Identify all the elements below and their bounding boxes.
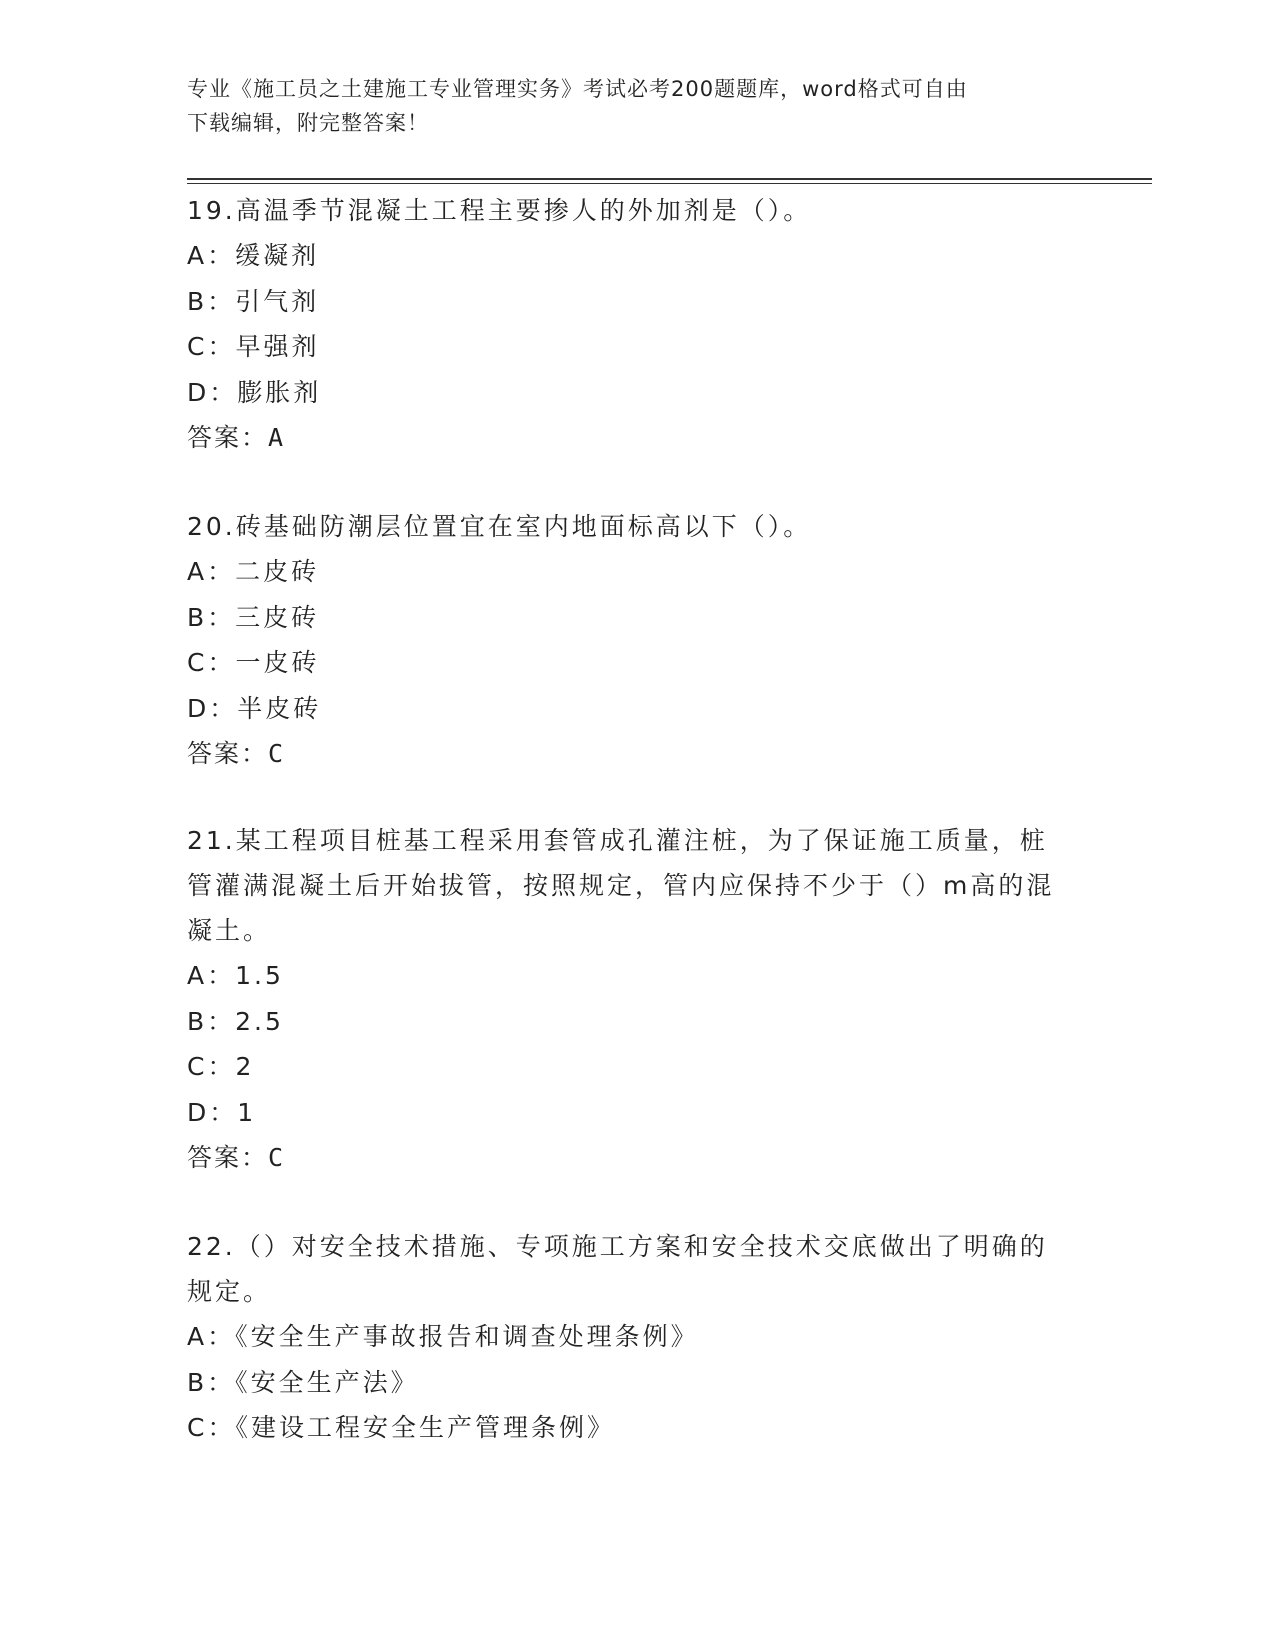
option-b: B：2.5 xyxy=(187,1006,284,1036)
question-stem: 20.砖基础防潮层位置宜在室内地面标高以下（）。 xyxy=(187,512,812,541)
question-22 xyxy=(187,1224,1087,1451)
question-stem-line-2: 管灌满混凝土后开始拔管，按照规定，管内应保持不少于（）m高的混 xyxy=(187,871,1055,900)
question-stem-line-3: 凝土。 xyxy=(187,916,272,945)
option-c: C：2 xyxy=(187,1052,255,1081)
header-divider-thick xyxy=(187,178,1152,180)
question-spacer xyxy=(187,1181,1087,1224)
header-intro-line-1: 专业《施工员之土建施工专业管理实务》考试必考200题题库，word格式可自由 xyxy=(187,77,968,101)
option-c: C：早强剂 xyxy=(187,332,320,361)
option-b: B：三皮砖 xyxy=(187,602,320,632)
option-c: C：《建设工程安全生产管理条例》 xyxy=(187,1413,615,1442)
question-20 xyxy=(187,504,1087,777)
option-c: C：一皮砖 xyxy=(187,648,320,677)
question-stem-line-1: 22.（）对安全技术措施、专项施工方案和安全技术交底做出了明确的 xyxy=(187,1232,1048,1261)
option-a: A：缓凝剂 xyxy=(187,241,320,270)
question-stem-line-2: 规定。 xyxy=(187,1277,272,1306)
option-d: D：半皮砖 xyxy=(187,693,322,723)
answer-line: 答案：A xyxy=(187,423,286,452)
answer-line: 答案：C xyxy=(187,1143,286,1172)
question-spacer xyxy=(187,461,1087,504)
header-intro-line-2: 下载编辑，附完整答案！ xyxy=(187,111,429,135)
question-list xyxy=(187,188,1087,1451)
option-a: A：《安全生产事故报告和调查处理条例》 xyxy=(187,1322,699,1351)
option-b: B：引气剂 xyxy=(187,286,320,316)
option-a: A：二皮砖 xyxy=(187,557,320,586)
question-stem-line-1: 21.某工程项目桩基工程采用套管成孔灌注桩，为了保证施工质量，桩 xyxy=(187,826,1048,855)
option-b: B：《安全生产法》 xyxy=(187,1367,419,1397)
header-divider-thin xyxy=(187,183,1152,184)
question-spacer xyxy=(187,777,1087,818)
question-stem: 19.高温季节混凝土工程主要掺人的外加剂是（）。 xyxy=(187,196,812,225)
answer-line: 答案：C xyxy=(187,739,286,768)
option-d: D：1 xyxy=(187,1097,257,1127)
document-header xyxy=(187,72,1087,140)
option-a: A：1.5 xyxy=(187,961,284,990)
option-d: D：膨胀剂 xyxy=(187,377,322,407)
question-19 xyxy=(187,188,1087,461)
question-21 xyxy=(187,818,1087,1181)
